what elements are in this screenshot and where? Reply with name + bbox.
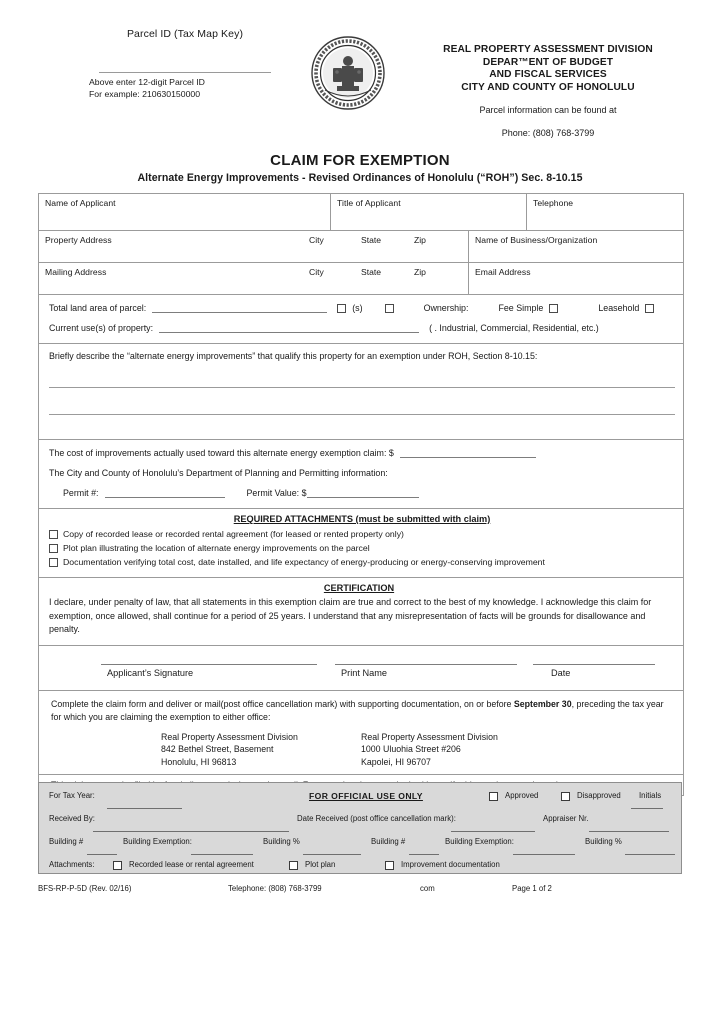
property-city-label: City <box>309 235 324 245</box>
agency-block <box>398 44 698 140</box>
approved-label: Approved <box>505 791 539 800</box>
cost-line <box>49 448 675 458</box>
attachment-checkbox-documentation[interactable] <box>49 558 58 567</box>
certification-body: I declare, under penalty of law, that all statements in this exemption claim are true and correct to the best of my knowledge. I acknowledge this claim for exemption, once allowed, shall continue for a period of 25 years. I understand that any misrepresentation of facts will be grounds for disallowance and penalty. <box>49 597 652 635</box>
office-kapolei-name: Real Property Assessment Division <box>361 731 498 742</box>
attachments-row <box>39 509 683 578</box>
current-use-label: Current use(s) of property: <box>49 323 154 333</box>
instructions-line-2: , preceding the tax year for which you are claiming the exemption to either office: <box>51 698 664 722</box>
parcel-details-row <box>39 295 683 344</box>
parcel-id-label: Parcel ID (Tax Map Key) <box>126 28 244 40</box>
disapproved-label: Disapproved <box>577 791 621 800</box>
name-of-applicant-label: Name of Applicant <box>45 198 116 208</box>
current-use-hint: ( . Industrial, Commercial, Residential, etc.) <box>429 323 599 333</box>
cost-input[interactable] <box>400 448 536 458</box>
print-name-input[interactable] <box>335 664 517 665</box>
attachment-label-plot-plan: Plot plan illustrating the location of alternate energy improvements on the parcel <box>63 543 370 553</box>
received-by-label: Received By: <box>49 814 95 823</box>
print-name-label: Print Name <box>341 667 387 678</box>
city-county-honolulu-seal-icon <box>311 36 385 110</box>
fee-simple-checkbox[interactable] <box>549 304 558 313</box>
agency-line-1: REAL PROPERTY ASSESSMENT DIVISION <box>443 44 653 55</box>
dpp-info-line <box>49 468 675 478</box>
office-honolulu-street: 842 Bethel Street, Basement <box>161 744 274 755</box>
certification-row <box>39 578 683 646</box>
building-percent-label-2: Building % <box>585 837 622 846</box>
footer-telephone-label: Telephone: (808) 768-3799 <box>228 884 322 893</box>
form-id-label: BFS-RP-P-5D (Rev. 02/16) <box>38 884 132 893</box>
instructions-deadline: September 30 <box>513 698 572 709</box>
fee-simple-label: Fee Simple <box>498 303 544 313</box>
office-kapolei-city: Kapolei, HI 96707 <box>361 756 431 767</box>
cost-label: The cost of improvements actually used toward this alternate energy exemption claim: $ <box>49 448 394 458</box>
business-organization-field[interactable] <box>469 231 681 262</box>
date-label: Date <box>551 667 571 678</box>
building-exemption-label-1: Building Exemption: <box>123 837 192 846</box>
official-use-row-1 <box>39 791 681 814</box>
mailing-address-row <box>39 263 683 295</box>
telephone-field[interactable] <box>527 194 681 230</box>
certification-heading: CERTIFICATION <box>323 583 395 593</box>
property-state-label: State <box>361 235 382 245</box>
footer-page-number: Page 1 of 2 <box>512 884 552 893</box>
business-organization-label: Name of Business/Organization <box>475 235 598 245</box>
official-lease-label: Recorded lease or rental agreement <box>129 860 254 869</box>
parcel-id-note-2: For example: 210630150000 <box>89 88 201 99</box>
leasehold-checkbox[interactable] <box>645 304 654 313</box>
permit-number-label: Permit #: <box>63 488 99 498</box>
mailing-address-field[interactable] <box>39 263 469 294</box>
building-number-label-2: Building # <box>371 837 406 846</box>
description-line-1[interactable] <box>49 370 675 388</box>
official-attachments-label: Attachments: <box>49 860 95 869</box>
office-honolulu-name: Real Property Assessment Division <box>161 731 298 742</box>
building-exemption-input-1[interactable] <box>191 846 253 855</box>
total-land-area-input[interactable] <box>152 303 327 313</box>
official-use-box <box>38 782 682 874</box>
attachment-checkbox-lease[interactable] <box>49 530 58 539</box>
official-use-row-4 <box>39 860 681 883</box>
parcel-id-block <box>60 28 310 100</box>
page-subtitle: Alternate Energy Improvements - Revised Ordinances of Honolulu (“ROH”) Sec. 8-10.15 <box>137 172 583 184</box>
attachments-heading: REQUIRED ATTACHMENTS (must be submitted with claim) <box>233 514 491 524</box>
cost-row <box>39 440 683 509</box>
document-header <box>0 0 720 148</box>
disapproved-checkbox[interactable] <box>561 792 570 801</box>
ownership-label: Ownership: <box>423 303 469 313</box>
description-prompt: Briefly describe the “alternate energy improvements” that qualify this property for an exemption under ROH, Section 8-10.15: <box>49 351 538 361</box>
official-plot-plan-label: Plot plan <box>305 860 336 869</box>
agency-line-3: AND FISCAL SERVICES <box>489 69 607 81</box>
mailing-zip-label: Zip <box>414 267 426 277</box>
dpp-info-label: The City and County of Honolulu’s Department of Planning and Permitting information: <box>49 468 388 478</box>
for-tax-year-input[interactable] <box>107 800 182 809</box>
land-unit-checkbox-2[interactable] <box>385 304 394 313</box>
attachment-label-lease: Copy of recorded lease or recorded rental agreement (for leased or rented property only) <box>63 529 404 539</box>
footer-web-label: com <box>420 884 435 893</box>
attachment-item[interactable] <box>49 529 675 539</box>
title-of-applicant-field[interactable] <box>331 194 527 230</box>
cost-block <box>39 440 683 508</box>
agency-line-4: CITY AND COUNTY OF HONOLULU <box>461 81 635 93</box>
office-kapolei-street: 1000 Uluohia Street #206 <box>361 744 461 755</box>
instructions-text <box>39 691 683 774</box>
official-improvement-doc-checkbox[interactable] <box>385 861 394 870</box>
email-address-label: Email Address <box>475 267 531 277</box>
permit-value-input[interactable] <box>307 488 419 498</box>
instructions-block <box>39 691 683 795</box>
title-block <box>0 152 720 184</box>
email-address-field[interactable] <box>469 263 681 294</box>
certification-block <box>39 578 683 645</box>
permit-line <box>49 488 675 498</box>
page-title: CLAIM FOR EXEMPTION <box>270 152 450 169</box>
building-exemption-input-2[interactable] <box>513 846 575 855</box>
initials-input[interactable] <box>631 800 663 809</box>
description-row <box>39 344 683 440</box>
applicant-row <box>39 194 683 231</box>
land-unit-suffix: (s) <box>352 303 363 313</box>
attachment-label-documentation: Documentation verifying total cost, date installed, and life expectancy of energy-producing or energy-conserving improvement <box>63 557 545 567</box>
signature-row <box>39 646 683 691</box>
appraiser-label: Appraiser Nr. <box>543 814 589 823</box>
attachment-item[interactable] <box>49 543 675 553</box>
form-body <box>38 193 684 796</box>
official-use-heading: FOR OFFICIAL USE ONLY <box>309 791 423 801</box>
instructions-row <box>39 691 683 795</box>
approved-checkbox[interactable] <box>489 792 498 801</box>
parcel-id-note-1: Above enter 12-digit Parcel ID <box>89 77 205 87</box>
for-tax-year-label: For Tax Year: <box>49 791 95 800</box>
applicant-signature-label: Applicant’s Signature <box>107 667 194 678</box>
building-exemption-label-2: Building Exemption: <box>445 837 514 846</box>
attachment-item[interactable] <box>49 557 675 567</box>
applicant-signature-input[interactable] <box>101 664 317 665</box>
initials-label: Initials <box>639 791 662 800</box>
mailing-city-label: City <box>309 267 324 277</box>
office-kapolei <box>361 731 561 768</box>
building-number-input-1[interactable] <box>87 846 117 855</box>
received-by-input[interactable] <box>93 823 289 832</box>
date-received-label: Date Received (post office cancellation mark): <box>297 814 456 823</box>
title-of-applicant-label: Title of Applicant <box>337 198 401 208</box>
official-improvement-doc-label: Improvement documentation <box>401 860 500 869</box>
office-honolulu <box>161 731 361 768</box>
building-percent-label-1: Building % <box>263 837 300 846</box>
parcel-info-text: Parcel information can be found at <box>479 105 617 116</box>
building-number-input-2[interactable] <box>409 846 439 855</box>
mailing-state-label: State <box>361 267 382 277</box>
land-unit-checkbox-1[interactable] <box>337 304 346 313</box>
phone-text: Phone: (808) 768-3799 <box>501 127 595 138</box>
official-use-row-3 <box>39 837 681 860</box>
total-land-area-row <box>49 303 675 313</box>
property-address-label: Property Address <box>45 235 112 245</box>
agency-line-2: DEPAR™ENT OF BUDGET <box>482 56 614 68</box>
total-land-area-label: Total land area of parcel: <box>49 303 147 313</box>
parcel-details-block <box>39 295 683 343</box>
attachments-block <box>39 509 683 577</box>
property-zip-label: Zip <box>414 235 426 245</box>
offices-block <box>51 731 673 768</box>
date-input[interactable] <box>533 664 655 665</box>
current-use-row <box>49 323 675 333</box>
office-honolulu-city: Honolulu, HI 96813 <box>161 756 237 767</box>
signature-block <box>39 646 683 690</box>
property-address-row <box>39 231 683 263</box>
date-received-input[interactable] <box>451 823 535 832</box>
instructions-line-1: Complete the claim form and deliver or mail(post office cancellation mark) with supporting documentation, on or before <box>51 698 512 709</box>
appraiser-input[interactable] <box>589 823 669 832</box>
name-of-applicant-field[interactable] <box>39 194 331 230</box>
official-use-row-2 <box>39 814 681 837</box>
description-line-2[interactable] <box>49 397 675 415</box>
parcel-id-input-line[interactable] <box>99 72 271 73</box>
telephone-label: Telephone <box>533 198 574 208</box>
official-lease-checkbox[interactable] <box>113 861 122 870</box>
mailing-address-label: Mailing Address <box>45 267 107 277</box>
official-plot-plan-checkbox[interactable] <box>289 861 298 870</box>
description-line-3[interactable] <box>49 424 675 439</box>
current-use-input[interactable] <box>159 323 419 333</box>
property-address-field[interactable] <box>39 231 469 262</box>
building-percent-input-1[interactable] <box>303 846 361 855</box>
description-block <box>39 344 683 439</box>
permit-value-label: Permit Value: $ <box>246 488 307 498</box>
building-number-label-1: Building # <box>49 837 84 846</box>
building-percent-input-2[interactable] <box>625 846 675 855</box>
permit-number-input[interactable] <box>105 488 225 498</box>
leasehold-label: Leasehold <box>598 303 640 313</box>
attachment-checkbox-plot-plan[interactable] <box>49 544 58 553</box>
